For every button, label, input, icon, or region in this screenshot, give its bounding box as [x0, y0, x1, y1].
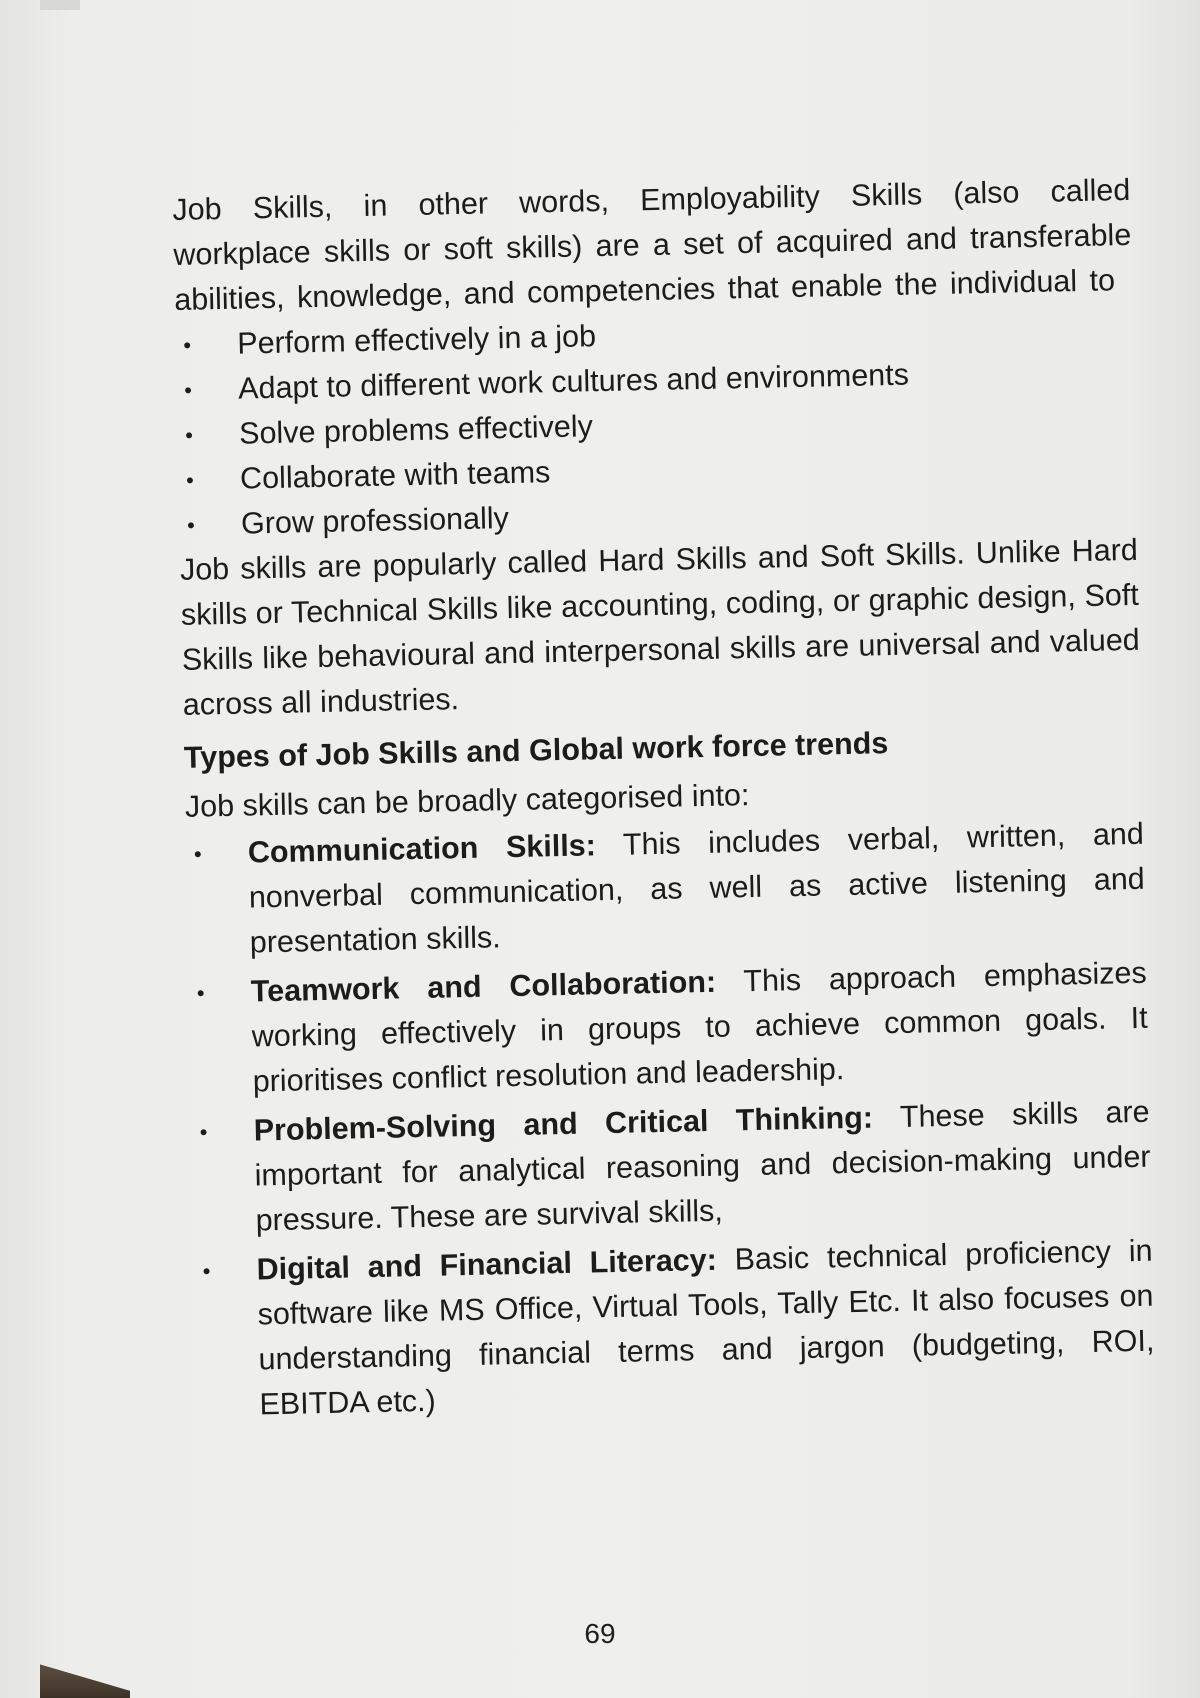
category-title: Digital and Financial Literacy:	[256, 1242, 718, 1287]
category-title: Teamwork and Collaboration:	[250, 964, 717, 1009]
hard-soft-skills-paragraph: Job skills are popularly called Hard Skills and Soft Skills. Unlike Hard skills or Technical Skills like accounting, coding, or graphic design, Soft Skills like behavioural and interpersonal skills are universal and valued across all industries.	[179, 532, 1141, 722]
bullet-icon: •	[202, 1258, 211, 1284]
intro-paragraph: Job Skills, in other words, Employability Skills (also called workplace skills or soft skills) are a set of acquired and transferable abilities, knowledge, and competencies that enable the individual to	[172, 172, 1132, 317]
bullet-icon: •	[185, 467, 195, 493]
list-item	[194, 1229, 1156, 1429]
category-title: Problem-Solving and Critical Thinking:	[253, 1100, 874, 1148]
list-item	[185, 812, 1146, 967]
section-lead: Job skills can be broadly categorised into:	[184, 778, 750, 824]
bullet-icon: •	[199, 1119, 208, 1145]
scan-corner-mark	[40, 0, 80, 10]
category-description: This approach emphasizes working effectively in groups to achieve common goals. It prioritises conflict resolution and leadership.	[251, 955, 1148, 1099]
category-title: Communication Skills:	[247, 828, 597, 870]
list-item	[191, 1090, 1152, 1245]
binding-edge	[40, 1650, 130, 1698]
list-item	[188, 951, 1149, 1106]
bullet-icon: •	[193, 841, 202, 867]
list-item-text: Perform effectively in a job	[236, 319, 597, 361]
category-description: Basic technical proficiency in software like MS Office, Virtual Tools, Tally Etc. It also focuses on understanding financial terms and jargon (budgeting, ROI, EBITDA etc.)	[257, 1233, 1155, 1422]
skill-categories-list	[185, 812, 1155, 1429]
list-item-text: Grow professionally	[240, 501, 510, 541]
bullet-icon: •	[183, 377, 193, 403]
abilities-list	[175, 303, 1138, 548]
list-item-text: Solve problems effectively	[238, 409, 594, 451]
category-description: These skills are important for analytical reasoning and decision-making under pressure. These are survival skills,	[254, 1094, 1151, 1238]
section-heading: Types of Job Skills and Global work force trends	[183, 726, 889, 775]
bullet-icon: •	[184, 422, 194, 448]
page-content	[172, 168, 1156, 1433]
bullet-icon: •	[186, 512, 196, 538]
list-item-text: Adapt to different work cultures and environments	[237, 357, 910, 406]
bullet-icon: •	[196, 980, 205, 1006]
bullet-icon: •	[183, 332, 192, 358]
list-item-text: Collaborate with teams	[239, 455, 551, 496]
category-description: This includes verbal, written, and nonverbal communication, as well as active listening and presentation skills.	[248, 816, 1146, 960]
page-number: 69	[584, 1618, 616, 1649]
